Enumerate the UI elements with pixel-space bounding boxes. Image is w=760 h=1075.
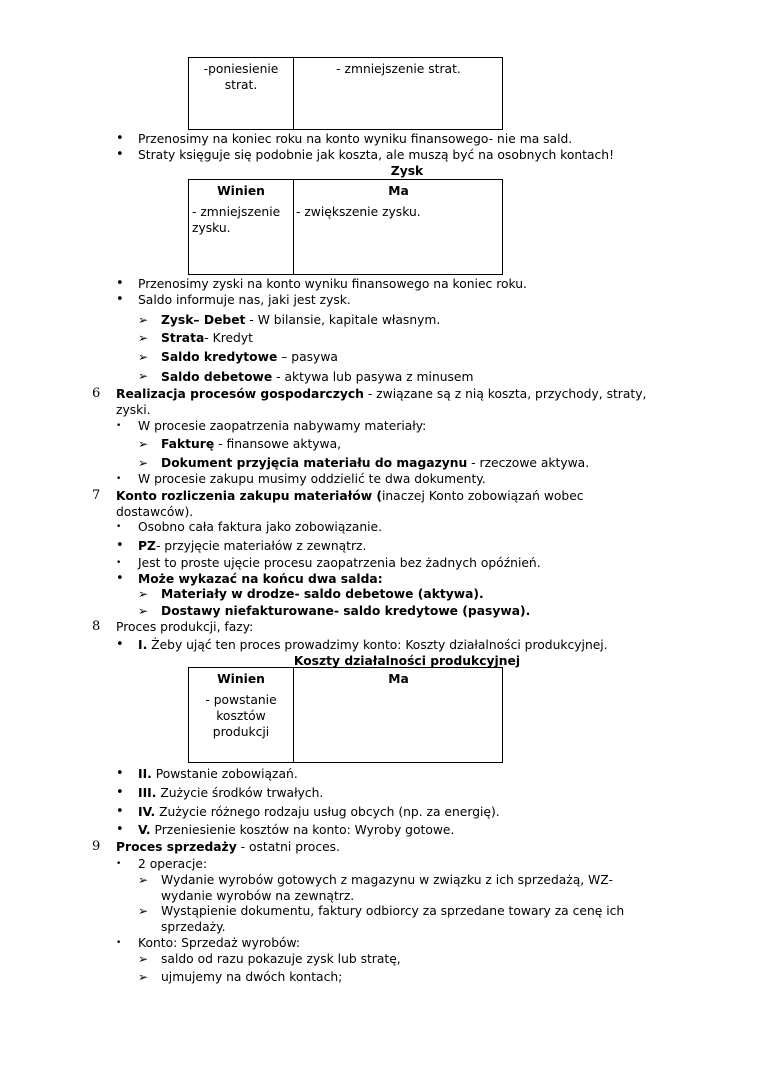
list-item: saldo od razu pokazuje zysk lub stratę, [161, 952, 401, 966]
bullet-icon: • [116, 938, 122, 948]
bullet-icon: • [116, 637, 124, 652]
list-item: Saldo kredytowe – pasywa [161, 350, 338, 364]
bullet-icon: • [116, 859, 122, 869]
list-item: II. Powstanie zobowiązań. [138, 767, 298, 781]
list-item: ujmujemy na dwóch kontach; [161, 970, 343, 984]
table-title: Zysk [390, 164, 424, 178]
table-divider [293, 58, 294, 129]
bullet-icon: • [116, 276, 124, 291]
credit-header: Ma [388, 184, 409, 198]
list-item: Strata- Kredyt [161, 331, 253, 345]
arrow-bullet-icon: ➢ [138, 437, 149, 451]
arrow-bullet-icon: ➢ [138, 331, 149, 345]
bullet-icon: • [116, 822, 124, 837]
credit-header: Ma [388, 672, 409, 686]
list-item: Dokument przyjęcia materiału do magazynu - rzeczowe aktywa. [161, 456, 590, 470]
list-item: Straty księguje się podobnie jak koszta, ale muszą być na osobnych kontach! [138, 148, 615, 162]
section-number: 8 [92, 619, 101, 634]
arrow-bullet-icon: ➢ [138, 350, 149, 364]
list-item: Wystąpienie dokumentu, faktury odbiorcy za sprzedane towary za cenę ich sprzedaży. [161, 904, 625, 934]
credit-cell: - zwiększenie zysku. [296, 205, 421, 219]
bullet-icon: • [116, 785, 124, 800]
bullet-icon: • [116, 474, 122, 484]
arrow-bullet-icon: ➢ [138, 587, 149, 601]
debit-header: Winien [217, 184, 265, 198]
table-divider [293, 180, 294, 274]
debit-cell: - powstanie kosztów produkcji [205, 693, 277, 739]
list-item: III. Zużycie środków trwałych. [138, 786, 324, 800]
list-item: W procesie zaopatrzenia nabywamy materiały: [138, 419, 427, 433]
list-item: Fakturę - finansowe aktywa, [161, 437, 342, 451]
arrow-bullet-icon: ➢ [138, 873, 149, 887]
list-item: IV. Zużycie różnego rodzaju usług obcych (np. za energię). [138, 805, 500, 819]
list-item: Saldo informuje nas, jaki jest zysk. [138, 293, 351, 307]
list-item: I. Żeby ująć ten proces prowadzimy konto: Koszty działalności produkcyjnej. [138, 638, 608, 652]
list-item: W procesie zakupu musimy oddzielić te dwa dokumenty. [138, 472, 486, 486]
list-item: Dostawy niefakturowane- saldo kredytowe (pasywa). [161, 604, 531, 618]
debit-cell: -poniesienie strat. [203, 62, 279, 92]
arrow-bullet-icon: ➢ [138, 369, 149, 383]
list-item: Osobno cała faktura jako zobowiązanie. [138, 520, 383, 534]
section-number: 9 [92, 839, 101, 854]
losses-account-table [188, 57, 503, 130]
table-divider [293, 668, 294, 762]
list-item: Może wykazać na końcu dwa salda: [138, 572, 383, 586]
list-item: Jest to proste ujęcie procesu zaopatrzenia bez żadnych opóźnień. [138, 556, 541, 570]
list-item: Przenosimy na koniec roku na konto wyniku finansowego- nie ma sald. [138, 132, 573, 146]
bullet-icon: • [116, 766, 124, 781]
list-item: V. Przeniesienie kosztów na konto: Wyroby gotowe. [138, 823, 455, 837]
section-heading: Realizacja procesów gospodarczych - związane są z nią koszta, przychody, straty, zyski. [116, 387, 647, 417]
section-heading: Proces sprzedaży - ostatni proces. [116, 840, 340, 854]
bullet-icon: • [116, 292, 124, 307]
table-title: Koszty działalności produkcyjnej [293, 654, 521, 668]
section-heading: Proces produkcji, fazy: [116, 620, 254, 634]
list-item: Przenosimy zyski na konto wyniku finansowego na koniec roku. [138, 277, 527, 291]
credit-cell: - zmniejszenie strat. [336, 62, 461, 76]
production-costs-table [188, 667, 503, 763]
profit-account-table [188, 179, 503, 275]
list-item: Konto: Sprzedaż wyrobów: [138, 936, 301, 950]
arrow-bullet-icon: ➢ [138, 952, 149, 966]
list-item: Wydanie wyrobów gotowych z magazynu w związku z ich sprzedażą, WZ- wydanie wyrobów na zewnątrz. [161, 873, 613, 903]
list-item: Materiały w drodze- saldo debetowe (aktywa). [161, 587, 484, 601]
bullet-icon: • [116, 421, 122, 431]
arrow-bullet-icon: ➢ [138, 904, 149, 918]
bullet-icon: • [116, 131, 124, 146]
arrow-bullet-icon: ➢ [138, 456, 149, 470]
arrow-bullet-icon: ➢ [138, 970, 149, 984]
bullet-icon: • [116, 147, 124, 162]
section-heading: Konto rozliczenia zakupu materiałów (inaczej Konto zobowiązań wobec dostawców). [116, 489, 584, 519]
list-item: PZ- przyjęcie materiałów z zewnątrz. [138, 539, 367, 553]
list-item: Saldo debetowe - aktywa lub pasywa z minusem [161, 370, 474, 384]
bullet-icon: • [116, 538, 124, 553]
list-item: 2 operacje: [138, 857, 208, 871]
bullet-icon: • [116, 571, 124, 586]
bullet-icon: • [116, 522, 122, 532]
debit-cell: - zmniejszenie zysku. [192, 205, 281, 235]
debit-header: Winien [217, 672, 265, 686]
section-number: 6 [92, 386, 101, 401]
arrow-bullet-icon: ➢ [138, 313, 149, 327]
arrow-bullet-icon: ➢ [138, 604, 149, 618]
bullet-icon: • [116, 804, 124, 819]
list-item: Zysk– Debet - W bilansie, kapitale własnym. [161, 313, 441, 327]
bullet-icon: • [116, 558, 122, 568]
section-number: 7 [92, 488, 101, 503]
